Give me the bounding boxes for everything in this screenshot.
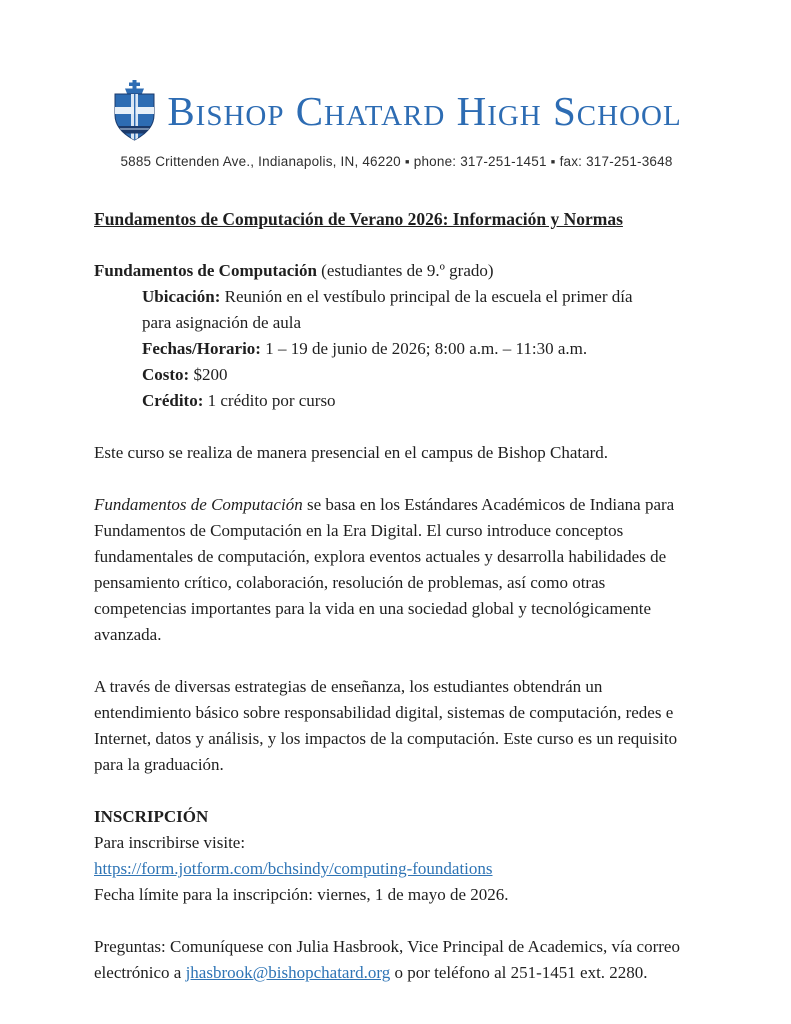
brand-row xyxy=(94,80,699,142)
registration-form-link[interactable]: https://form.jotform.com/bchsindy/computing-foundations xyxy=(94,859,493,878)
course-name: Fundamentos de Computación xyxy=(94,261,317,280)
detail-value: $200 xyxy=(193,365,228,384)
detail-label: Crédito: xyxy=(142,391,204,410)
registration-deadline: Fecha límite para la inscripción: viernes, 1 de mayo de 2026. xyxy=(94,885,509,904)
detail-label: Ubicación: xyxy=(142,287,221,306)
detail-label: Fechas/Horario: xyxy=(142,339,261,358)
course-heading-line xyxy=(94,258,699,284)
course-audience: (estudiantes de 9.º grado) xyxy=(316,261,494,280)
course-details xyxy=(94,284,654,414)
school-crest-icon xyxy=(111,80,158,142)
detail-value: Reunión en el vestíbulo principal de la escuela el primer día para asignación de aula xyxy=(142,287,633,332)
contact-text-after: o por teléfono al 251-1451 ext. 2280. xyxy=(390,963,648,982)
detail-row-costo xyxy=(142,362,654,388)
standards-text: se basa en los Estándares Académicos de Indiana para Fundamentos de Computación en la Era Digital. El curso introduce conceptos fundamentales de computación, explora eventos actuales y desarrolla habilidades de pensamiento crítico, colaboración, resolución de problemas, así como otras competencias importantes para la vida en una sociedad global y tecnológicamente avanzada. xyxy=(94,495,675,644)
detail-label: Costo: xyxy=(142,365,190,384)
letterhead xyxy=(94,80,699,169)
detail-value: 1 – 19 de junio de 2026; 8:00 a.m. – 11:30 a.m. xyxy=(265,339,588,358)
school-address-line: 5885 Crittenden Ave., Indianapolis, IN, 46220 ▪ phone: 317-251-1451 ▪ fax: 317-251-3648 xyxy=(120,154,673,169)
paragraph-strategies: A través de diversas estrategias de enseñanza, los estudiantes obtendrán un entendimiento básico sobre responsabilidad digital, sistemas de computación, redes e Internet, datos y análisis, y los impactos de la computación. Este curso es un requisito para la graduación. xyxy=(94,677,678,774)
detail-row-ubicacion xyxy=(142,284,654,336)
contact-email-link[interactable]: jhasbrook@bishopchatard.org xyxy=(185,963,391,982)
detail-value: 1 crédito por curso xyxy=(207,391,336,410)
registration-section xyxy=(94,804,699,908)
detail-row-fechas-horario xyxy=(142,336,654,362)
contact-text-before: Preguntas: Comuníquese con Julia Hasbrook, Vice Principal de Academics, vía correo electrónico a xyxy=(94,937,680,982)
paragraph-standards xyxy=(94,492,699,648)
course-name-italic: Fundamentos de Computación xyxy=(94,495,303,514)
registration-heading: INSCRIPCIÓN xyxy=(94,807,209,826)
paragraph-campus: Este curso se realiza de manera presencial en el campus de Bishop Chatard. xyxy=(94,443,609,462)
document-title: Fundamentos de Computación de Verano 2026: Información y Normas xyxy=(94,209,623,229)
detail-row-credito xyxy=(142,388,654,414)
registration-visit-text: Para inscribirse visite: xyxy=(94,833,246,852)
school-name: Bishop Chatard High School xyxy=(167,87,682,134)
paragraph-contact xyxy=(94,934,699,986)
